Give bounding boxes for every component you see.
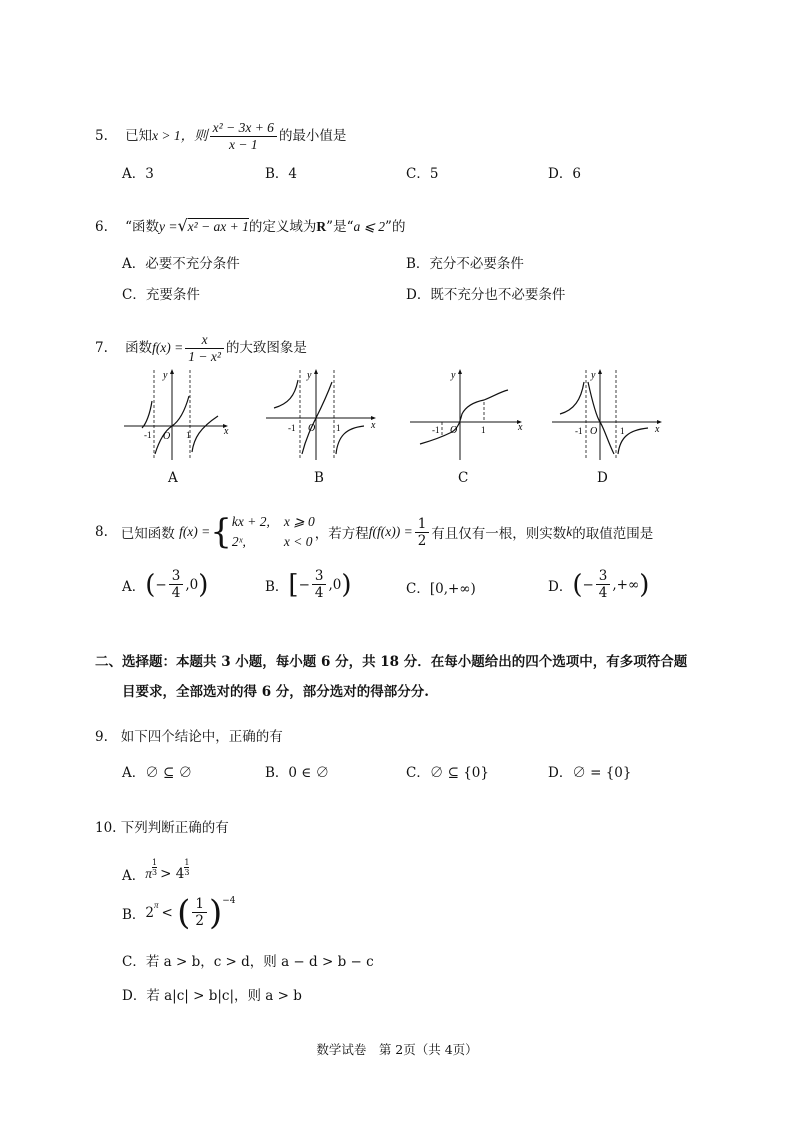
- q10-option-b: B． 2 $^\pi$ < ( $\frac{1}{2}$ ) $^{-4}$: [122, 892, 236, 933]
- svg-text:x: x: [518, 422, 523, 433]
- q6-option-b: B．充分不必要条件: [406, 256, 524, 272]
- q10-stem: 10. 下列判断正确的有: [95, 820, 229, 836]
- section-2-heading: 二、选择题：本题共 3 小题，每小题 6 分，共 18 分．在每小题给出的四个选项中，有多项符合题: [95, 654, 688, 670]
- q10-option-a: A． π 1 3 > 4 1 3: [122, 857, 190, 884]
- q6-option-a: A．必要不充分条件: [122, 256, 240, 272]
- svg-text:y: y: [451, 370, 456, 381]
- q7-stem: 7. 函数f(x) = $\frac{x}{\text{1 − x²}}$ 的大致图象是: [95, 332, 307, 364]
- q7-graph-label-a: A: [168, 470, 178, 486]
- svg-text:-1: -1: [432, 425, 440, 435]
- axis-x-label: x: [224, 426, 229, 437]
- q7-graph-a: [122, 366, 232, 462]
- tick-label: -1: [144, 430, 152, 440]
- svg-text:1: 1: [336, 423, 341, 433]
- q7-graph-b: [264, 366, 380, 462]
- q8-option-d: D． ( − $\frac{3}{4}$ ,+∞ ): [548, 568, 650, 601]
- q8-option-a: A． ( − $\frac{3}{4}$ ,0 ): [122, 568, 209, 601]
- question-number: 10.: [95, 820, 117, 836]
- page-footer: 数学试卷 第 2页（共 4页）: [316, 1042, 478, 1057]
- svg-text:y: y: [307, 370, 312, 381]
- question-number: 8.: [95, 524, 108, 540]
- q5-option-b: B．4: [265, 166, 298, 182]
- q6-option-d: D．既不充分也不必要条件: [406, 287, 566, 303]
- svg-text:O: O: [590, 426, 598, 437]
- svg-text:y: y: [591, 370, 596, 381]
- q8-stem: 8. 已知函数 f(x) = { kx + 2, x ⩾ 0 2ˣ, x < 0 ，若方程 f(f(x)) = $\frac{1}{2}$ 有且仅有一根，则实数 k 的取值范围是: [95, 512, 654, 552]
- question-number: 7.: [95, 340, 108, 356]
- q7-graph-c: [408, 366, 526, 462]
- q9-option-b: B．0 ∈ ∅: [265, 765, 330, 781]
- q5-option-c: C．5: [406, 166, 439, 182]
- q5-stem: 5. 已知x > 1，则 $\frac{\text{x² − 3x + 6}}{x - 1}$ 的最小值是: [95, 120, 347, 152]
- svg-text:x: x: [371, 420, 376, 431]
- piecewise-cases: kx + 2, x ⩾ 0 2ˣ, x < 0: [231, 514, 315, 549]
- svg-text:O: O: [308, 423, 316, 434]
- q10-option-d: D．若 a|c| > b|c|，则 a > b: [122, 988, 302, 1004]
- section-2-heading-cont: 目要求，全部选对的得 6 分，部分选对的得部分分.: [122, 684, 429, 700]
- q5-option-d: D．6: [548, 166, 581, 182]
- q6-option-c: C．充要条件: [122, 287, 200, 303]
- q7-graph-d: [550, 366, 666, 462]
- q7-graph-label-c: C: [458, 470, 469, 486]
- question-number: 9.: [95, 729, 108, 745]
- q7-graph-label-b: B: [314, 470, 324, 486]
- fraction: $\frac{x}{\text{1 − x²}}$: [185, 332, 224, 365]
- q8-option-c: C．[0,+∞): [406, 581, 476, 597]
- svg-text:x: x: [655, 424, 660, 435]
- q9-option-c: C．∅ ⊆ {0}: [406, 765, 489, 781]
- q9-option-d: D．∅ = {0}: [548, 765, 632, 781]
- svg-text:1: 1: [620, 426, 625, 436]
- q9-option-a: A．∅ ⊆ ∅: [122, 765, 193, 781]
- q6-stem: 6. “函数y =√x² − ax + 1的定义域为R”是“a ⩽ 2”的: [95, 216, 406, 235]
- question-number: 5.: [95, 128, 108, 144]
- fraction: $\frac{\text{x² − 3x + 6}}{x - 1}$: [210, 120, 277, 153]
- q9-stem: 9. 如下四个结论中，正确的有: [95, 729, 283, 745]
- q5-option-a: A．3: [122, 166, 154, 182]
- q10-option-c: C．若 a > b，c > d，则 a − d > b − c: [122, 954, 374, 970]
- origin-label: O: [163, 431, 171, 442]
- svg-text:-1: -1: [288, 423, 296, 433]
- tick-label: 1: [186, 430, 191, 440]
- svg-text:O: O: [450, 425, 458, 436]
- axis-y-label: y: [163, 370, 168, 381]
- q7-graph-label-d: D: [597, 470, 608, 486]
- q8-option-b: B． [ − $\frac{3}{4}$ ,0 ): [265, 568, 352, 601]
- svg-text:1: 1: [481, 425, 486, 435]
- question-number: 6.: [95, 219, 108, 235]
- svg-text:-1: -1: [575, 426, 583, 436]
